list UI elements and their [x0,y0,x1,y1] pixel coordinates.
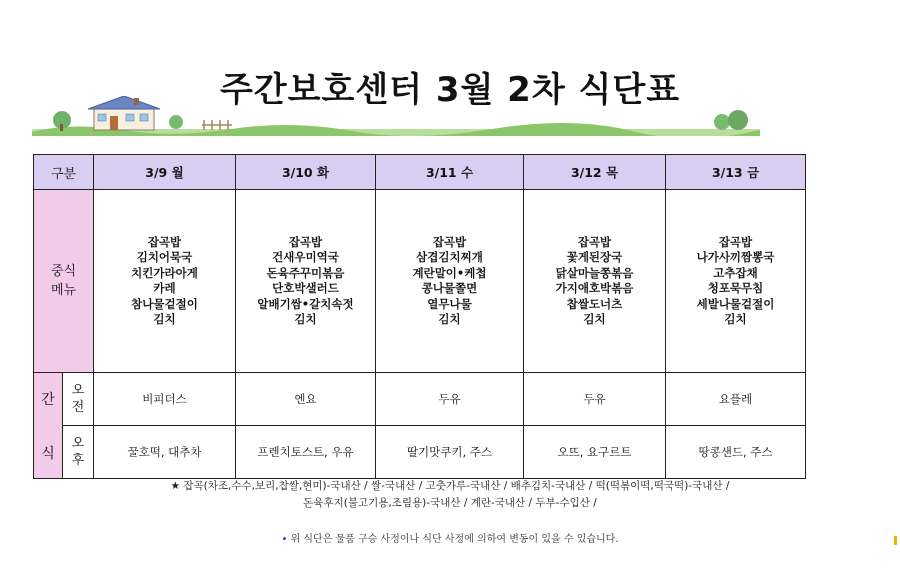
menu-item: 김치어묵국 [136,250,193,264]
corner-header: 구분 [34,155,94,190]
am-snack-cell: 요플레 [666,373,806,426]
table-header-row [34,155,806,190]
pm-snack-cell: 프렌치토스트, 우유 [236,426,376,479]
menu-item: 알배기쌈•갈치속젓 [257,296,354,311]
menu-item: 김치 [294,312,317,326]
menu-item: 카레 [153,281,176,295]
notice-text: 위 식단은 물품 구승 사정이나 식단 사정에 의하여 변동이 있을 수 있습니다. [290,534,619,545]
am-snack-cell: 두유 [376,373,524,426]
menu-item: 세발나물겉절이 [696,296,775,311]
origin-note-line1: ★ 잡곡(차조,수수,보리,찹쌀,현미)-국내산 / 쌀-국내산 / 고춧가루-국내산 / 배추김치-국내산 / 떡(떡볶이떡,떡국떡)-국내산 / [170,480,730,492]
pm-snack-cell: 딸기맛쿠키, 주스 [376,426,524,479]
menu-item: 콩나물쫄면 [421,281,478,295]
lunch-cell [236,190,376,373]
menu-item: 잡곡밥 [718,234,753,249]
edge-marker [894,536,897,545]
menu-item: 김치 [153,312,176,326]
day-header: 3/11 수 [376,155,524,190]
menu-item: 김치 [583,312,606,326]
pm-label: 오 후 [63,426,94,479]
lunch-label-text: 중식 메뉴 [50,264,77,298]
lunch-cell [524,190,666,373]
menu-item: 찹쌀도너츠 [566,296,623,311]
menu-item: 돈육주꾸미볶음 [266,265,345,280]
pm-snack-cell: 땅콩샌드, 주스 [666,426,806,479]
menu-item: 가지애호박볶음 [555,281,634,295]
fence-icon [202,120,232,130]
menu-item: 꽃게된장국 [566,250,623,264]
snack-label-top: 간 [41,391,55,408]
notice-bullet: • [281,534,288,545]
pm-snack-cell: 꿀호떡, 대추차 [94,426,236,479]
am-snack-cell: 비피더스 [94,373,236,426]
am-snack-row [34,373,806,426]
pm-snack-cell: 오뜨, 요구르트 [524,426,666,479]
house-icon [88,96,160,130]
menu-item: 삼겹김치찌개 [416,250,483,264]
lunch-cell [376,190,524,373]
menu-item: 계란말이•케첩 [412,265,487,280]
snack-group-label [34,373,63,479]
am-snack-cell: 엔요 [236,373,376,426]
menu-item: 고추잡채 [713,265,758,280]
lunch-cell [666,190,806,373]
menu-item: 김치 [438,312,461,326]
page-title: 주간보호센터 3월 2차 식단표 [219,70,681,110]
day-header: 3/10 화 [236,155,376,190]
menu-item: 잡곡밥 [432,234,467,249]
lunch-row [34,190,806,373]
snack-label-bottom: 식 [41,445,55,462]
weekly-menu-table [33,154,806,479]
origin-note-line2: 돈육후지(불고기용,조림용)-국내산 / 계란-국내산 / 두부-수입산 / [303,497,597,509]
am-label: 오 전 [63,373,94,426]
pm-snack-row [34,426,806,479]
menu-item: 잡곡밥 [147,234,182,249]
menu-item: 열무나물 [427,296,472,311]
day-header: 3/13 금 [666,155,806,190]
menu-item: 김치 [724,312,747,326]
menu-item: 나가사끼짬뽕국 [696,250,775,264]
menu-item: 참나물겉절이 [131,296,198,311]
lunch-label [34,190,94,373]
menu-item: 건새우미역국 [272,250,339,264]
day-header: 3/9 월 [94,155,236,190]
menu-item: 치킨가라아게 [131,265,198,280]
origin-note [0,478,900,512]
menu-item: 청포묵무침 [707,281,764,295]
menu-item: 잡곡밥 [577,234,612,249]
day-header: 3/12 목 [524,155,666,190]
tree-icon [53,110,748,131]
menu-item: 단호박샐러드 [272,281,339,295]
lunch-cell [94,190,236,373]
am-snack-cell: 두유 [524,373,666,426]
menu-item: 닭살마늘쫑볶음 [555,265,634,280]
house-landscape-banner [32,96,760,136]
notice [0,530,900,545]
menu-item: 잡곡밥 [288,234,323,249]
